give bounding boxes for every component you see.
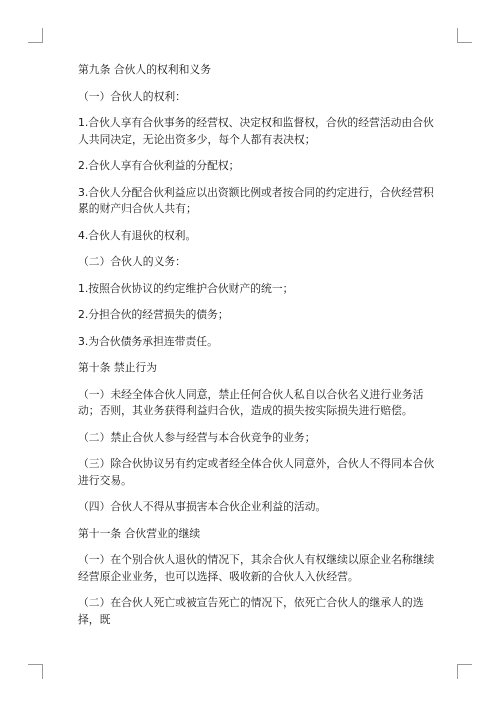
prohibition-2: （二）禁止合伙人参与经营与本合伙竞争的业务； bbox=[78, 430, 316, 444]
prohibition-4: （四）合伙人不得从事损害本合伙企业利益的活动。 bbox=[78, 500, 327, 513]
obligations-item-3: 3.为合伙债务承担连带责任。 bbox=[78, 334, 218, 348]
rights-item-2: 2.合伙人享有合伙利益的分配权； bbox=[78, 159, 240, 172]
rights-item-4: 4.合伙人有退伙的权利。 bbox=[78, 228, 197, 242]
continuation-1: （一）在个别合伙人退伙的情况下，其余合伙人有权继续以原企业名称继续经营原企业业务，也可以选择、吸收新的合伙人入伙经营。 bbox=[78, 553, 435, 583]
article-11-heading: 第十一条 合伙营业的继续 bbox=[78, 526, 201, 540]
rights-item-1: 1.合伙人享有合伙事务的经营权、决定权和监督权，合伙的经营活动由合伙人共同决定，无论出资多少，每个人都有表决权； bbox=[78, 116, 434, 146]
rights-item-3: 3.合伙人分配合伙利益应以出资额比例或者按合同的约定进行，合伙经营积累的财产归合伙人共有； bbox=[78, 185, 434, 215]
obligations-item-2: 2.分担合伙的经营损失的债务； bbox=[78, 308, 229, 321]
obligations-item-1: 1.按照合伙协议的约定维护合伙财产的统一； bbox=[78, 281, 294, 295]
obligations-subheading: （二）合伙人的义务： bbox=[78, 255, 186, 268]
continuation-2: （二）在合伙人死亡或被宣告死亡的情况下，依死亡合伙人的继承人的选择，既 bbox=[78, 596, 424, 626]
prohibition-1: （一）未经全体合伙人同意，禁止任何合伙人私自以合伙名义进行业务活动；否则，其业务获得利益归合伙，造成的损失按实际损失进行赔偿。 bbox=[78, 387, 424, 417]
article-10-heading: 第十条 禁止行为 bbox=[78, 361, 158, 374]
rights-subheading: （一）合伙人的权利： bbox=[78, 89, 186, 103]
prohibition-3: （三）除合伙协议另有约定或者经全体合伙人同意外，合伙人不得同本合伙进行交易。 bbox=[78, 457, 435, 487]
document-page bbox=[78, 62, 436, 638]
article-9-heading: 第九条 合伙人的权利和义务 bbox=[78, 63, 211, 76]
crop-mark-top-right bbox=[457, 28, 472, 43]
crop-mark-bottom-right bbox=[457, 664, 472, 679]
crop-mark-bottom-left bbox=[28, 664, 43, 679]
crop-mark-top-left bbox=[28, 28, 43, 43]
